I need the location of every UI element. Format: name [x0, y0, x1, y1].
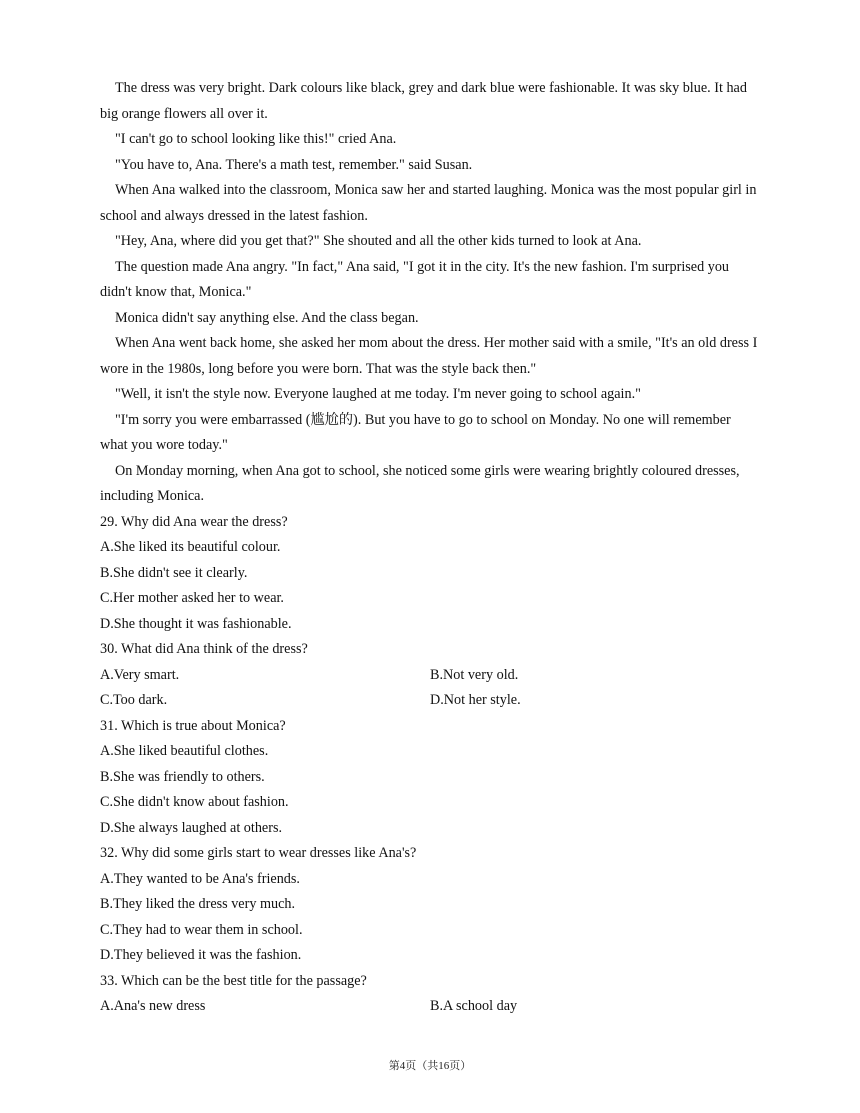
question-30-option-d: D.Not her style. — [430, 692, 521, 708]
question-31-option-b: B.She was friendly to others. — [100, 768, 265, 785]
passage-paragraph-6: The question made Ana angry. "In fact," Ana said, "I got it in the city. It's the new fashion. I'm surprised you didn't know that, Monica." — [100, 258, 730, 300]
question-32-option-b: B.They liked the dress very much. — [100, 896, 296, 912]
passage-paragraph-3: "You have to, Ana. There's a math test, remember." said Susan. — [115, 156, 473, 173]
question-33-option-b: B.A school day — [430, 998, 518, 1014]
page-footer: 第4页（共16页） — [388, 1060, 472, 1072]
question-32-option-d: D.They believed it was the fashion. — [100, 947, 302, 963]
passage-paragraph-5: "Hey, Ana, where did you get that?" She shouted and all the other kids turned to look at Ana. — [115, 233, 642, 249]
question-33-option-a: A.Ana's new dress — [100, 998, 206, 1014]
passage-paragraph-7: Monica didn't say anything else. And the class began. — [115, 309, 419, 326]
passage-paragraph-4: When Ana walked into the classroom, Monica saw her and started laughing. Monica was the most popular girl in school and always dressed in the latest fashion. — [100, 182, 757, 224]
question-30-stem: 30. What did Ana think of the dress? — [100, 641, 308, 657]
page-content — [100, 76, 760, 1020]
question-29-option-b: B.She didn't see it clearly. — [100, 564, 248, 581]
passage-paragraph-1: The dress was very bright. Dark colours like black, grey and dark blue were fashionable. It was sky blue. It had big orange flowers all over it. — [100, 80, 747, 122]
question-32-option-a: A.They wanted to be Ana's friends. — [100, 870, 300, 887]
question-29-stem: 29. Why did Ana wear the dress? — [100, 513, 288, 530]
question-31-stem: 31. Which is true about Monica? — [100, 717, 286, 734]
question-32-option-c: C.They had to wear them in school. — [100, 921, 303, 938]
question-31-option-a: A.She liked beautiful clothes. — [100, 743, 269, 759]
question-31-option-c: C.She didn't know about fashion. — [100, 794, 289, 810]
question-30-option-c: C.Too dark. — [100, 692, 168, 708]
passage-paragraph-9: "Well, it isn't the style now. Everyone laughed at me today. I'm never going to school again." — [115, 386, 641, 402]
question-33-options — [100, 994, 760, 1020]
question-30-option-a: A.Very smart. — [100, 666, 180, 683]
question-30-options — [100, 663, 760, 714]
passage-paragraph-2: "I can't go to school looking like this!" cried Ana. — [115, 131, 397, 147]
passage-paragraph-11: On Monday morning, when Ana got to school, she noticed some girls were wearing brightly coloured dresses, including Monica. — [100, 462, 740, 504]
question-29-option-a: A.She liked its beautiful colour. — [100, 539, 281, 555]
question-33-stem: 33. Which can be the best title for the passage? — [100, 972, 367, 989]
passage-paragraph-10: "I'm sorry you were embarrassed (尴尬的). But you have to go to school on Monday. No one will remember what you wore today." — [100, 411, 731, 453]
question-29-option-d: D.She thought it was fashionable. — [100, 615, 292, 632]
question-32-stem: 32. Why did some girls start to wear dresses like Ana's? — [100, 845, 417, 861]
question-29-option-c: C.Her mother asked her to wear. — [100, 590, 284, 606]
question-31-option-d: D.She always laughed at others. — [100, 819, 283, 836]
passage-paragraph-8: When Ana went back home, she asked her mom about the dress. Her mother said with a smile, "It's an old dress I wore in the 1980s, long before you were born. That was the style back then." — [100, 335, 758, 377]
question-30-option-b: B.Not very old. — [430, 666, 519, 683]
